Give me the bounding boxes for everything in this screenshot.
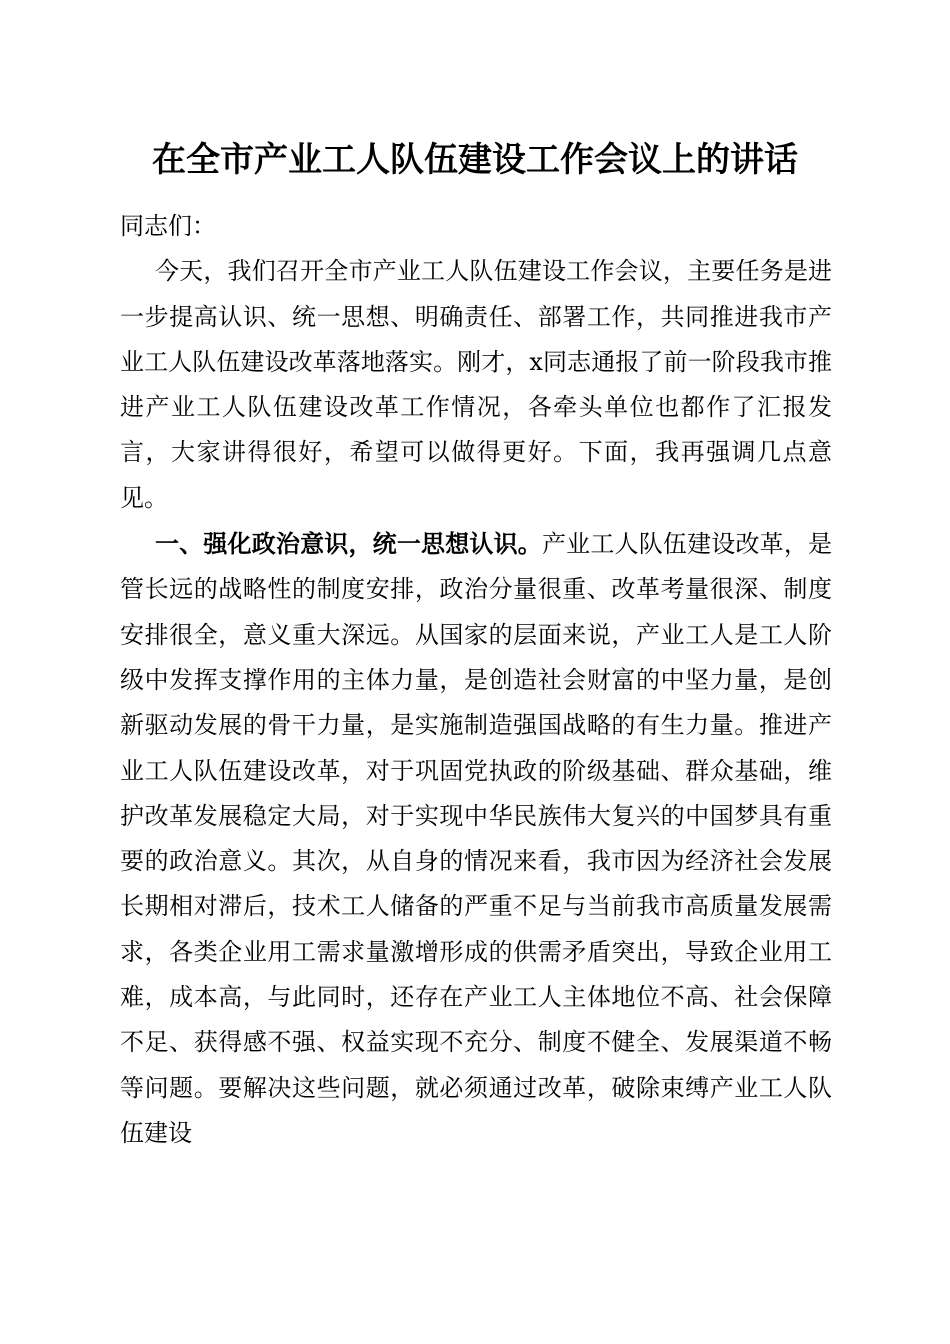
salutation: 同志们： [120,212,216,240]
paragraph-intro: 今天，我们召开全市产业工人队伍建设工作会议，主要任务是进一步提高认识、统一思想、明确责任、部署工作，共同推进我市产业工人队伍建设改革落地落实。刚才，x同志通报了前一阶段我市推进产业工人队伍建设改革工作情况，各牵头单位也都作了汇报发言，大家讲得很好，希望可以做得更好。下面，我再强调几点意见。 [120,257,832,512]
section-1-body: 产业工人队伍建设改革，是管长远的战略性的制度安排，政治分量很重、改革考量很深、制度安排很全，意义重大深远。从国家的层面来说，产业工人是工人阶级中发挥支撑作用的主体力量，是创造社会财富的中坚力量，是创新驱动发展的骨干力量，是实施制造强国战略的有生力量。推进产业工人队伍建设改革，对于巩固党执政的阶级基础、群众基础，维护改革发展稳定大局，对于实现中华民族伟大复兴的中国梦具有重要的政治意义。其次，从自身的情况来看，我市因为经济社会发展长期相对滞后，技术工人储备的严重不足与当前我市高质量发展需求，各类企业用工需求量激增形成的供需矛盾突出，导致企业用工难，成本高，与此同时，还存在产业工人主体地位不高、社会保障不足、获得感不强、权益实现不充分、制度不健全、发展渠道不畅等问题。要解决这些问题，就必须通过改革，破除束缚产业工人队伍建设 [120,530,833,1147]
document-body [120,204,832,1156]
paragraph-section-1 [120,521,832,1156]
section-1-heading: 一、强化政治意识，统一思想认识。 [155,529,542,559]
document-title: 在全市产业工人队伍建设工作会议上的讲话 [152,140,798,180]
